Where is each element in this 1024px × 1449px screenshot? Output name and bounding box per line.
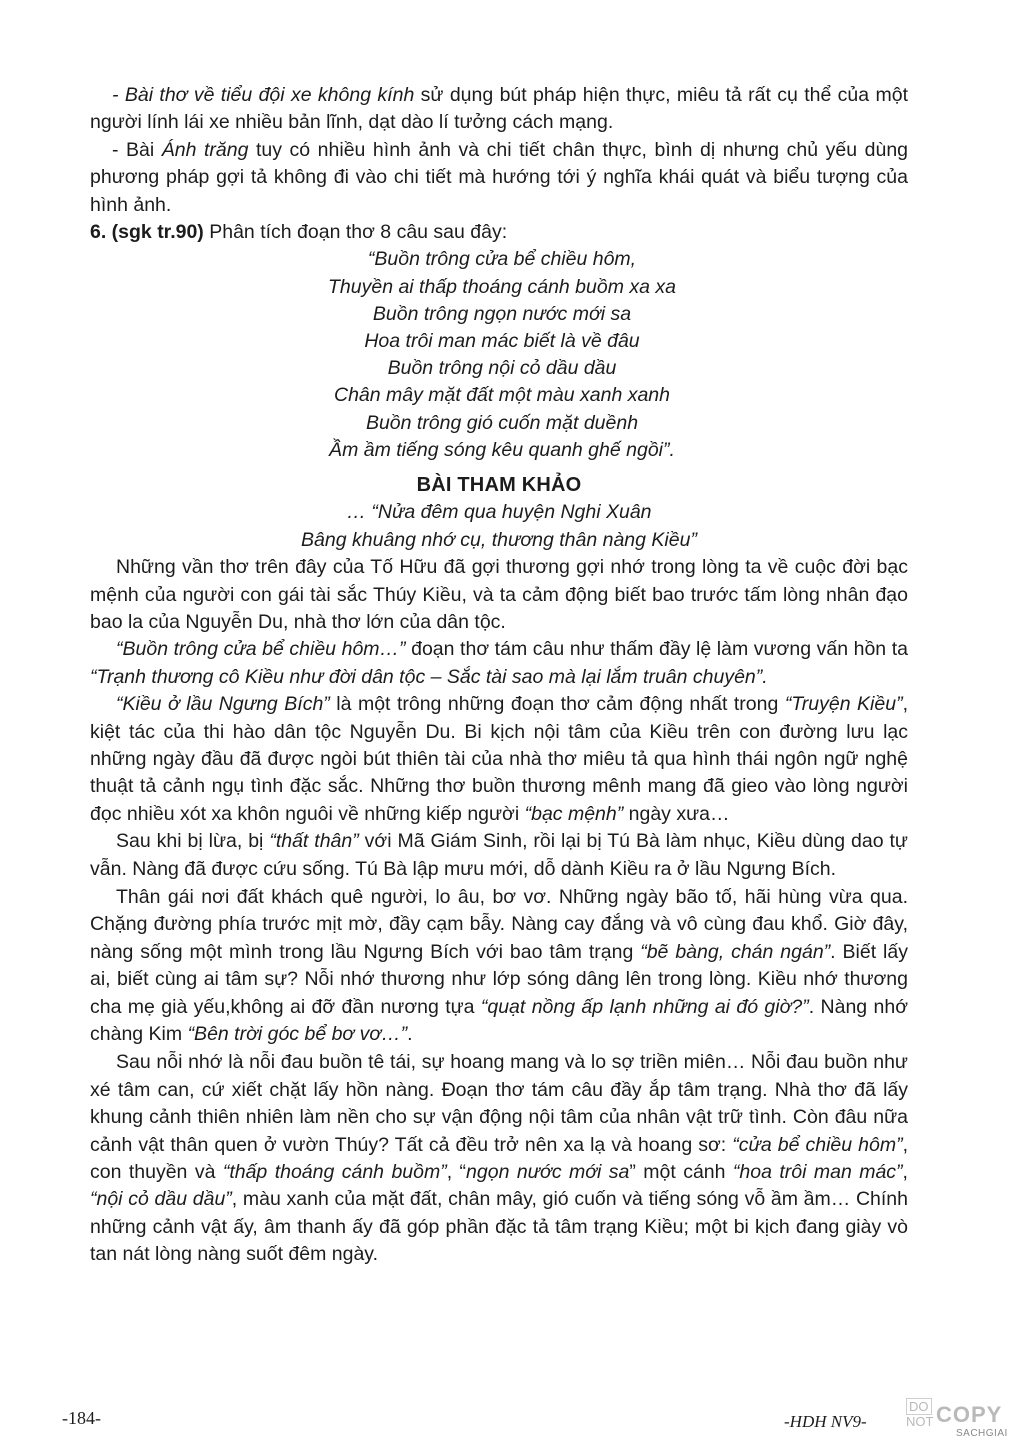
- text-span: Thân gái nơi đất khách quê người, lo âu, bơ vơ. Những ngày bão tố, hãi hùng vừa qua. Chặng đường phía trước mịt mờ, đầy cạm bẫy. Nàng cay đắng và vô cùng đau khổ. Giờ đây, nàng sống một mình trong lầu Ngưng Bích với bao tâm trạng: [90, 886, 908, 963]
- poem-line: Thuyền ai thấp thoáng cánh buồm xa xa: [328, 275, 676, 298]
- text-span: ngọn nước mới sa: [466, 1161, 630, 1184]
- text-span: , con thuyền và: [90, 1133, 908, 1184]
- text-span: là một trông những đoạn thơ cảm động nhất trong: [329, 693, 785, 716]
- text-span: “Bên trời góc bể bơ vơ…”: [187, 1023, 408, 1046]
- text-span: ngày xưa…: [623, 802, 730, 825]
- poem-line: Buồn trông ngọn nước mới sa: [372, 302, 632, 325]
- text-span: tuy có nhiều hình ảnh và chi tiết chân thực, bình dị nhưng chủ yếu dùng phương pháp gợi tả không đi vào chi tiết mà hướng tới ý nghĩa khái quát và biểu tượng của hình ảnh.: [90, 138, 909, 216]
- text-span: , màu xanh của mặt đất, chân mây, gió cuốn và tiếng sóng vỗ ầm ầm… Chính những cảnh vật ấy, âm thanh ấy đã góp phần đặc tả tâm trạng Kiều; một bi kịch đang giày vò tan nát lòng nàng suốt đêm ngày.: [90, 1188, 908, 1266]
- poem-block: [90, 246, 908, 464]
- epigraph-line: … “Nửa đêm qua huyện Nghi Xuân: [346, 501, 652, 524]
- text-span: , kiệt tác của thi hào dân tộc Nguyễn Du. Bi kịch nội tâm của Kiều trên con đường lưu lạc những ngày đầu đã được ngòi bút thiên tài của nhà thơ miêu tả qua hình thái ngôn ngữ nghệ thuật tả cảnh ngụ tình đặc sắc. Những thơ buồn thương mênh mang đã gieo vào lòng người đọc nhiều xót xa khôn nguôi về những kiếp người: [90, 693, 908, 825]
- text-span: “nội cỏ dầu dầu”: [90, 1188, 232, 1211]
- paragraph-sau-noi-nho: [90, 1049, 908, 1268]
- text-span: “quạt nồng ấp lạnh những ai đó giờ?”: [480, 995, 809, 1018]
- text-span: đoạn thơ tám câu như thấm đầy lệ làm vương vấn hồn ta: [405, 638, 908, 661]
- watermark-stamp: [906, 1398, 1018, 1444]
- section-heading: BÀI THAM KHẢO: [416, 473, 582, 496]
- text-span: “Kiều ở lầu Ngưng Bích”: [116, 693, 330, 716]
- text-span: “Trạnh thương cô Kiều như đời dân tộc – Sắc tài sao mà lại lắm truân chuyên”.: [90, 665, 768, 688]
- paragraph-anh-trang: [90, 137, 908, 219]
- text-span: - Bài thơ về tiểu đội xe không kính: [112, 84, 415, 106]
- paragraph-tieu-doi: [90, 82, 908, 137]
- page-content: [90, 82, 908, 1269]
- poem-line: Chân mây mặt đất một màu xanh xanh: [333, 384, 670, 407]
- text-span: với Mã Giám Sinh, rồi lại bị Tú Bà làm nhục, Kiều dùng dao tự vẫn. Nàng đã được cứu sống. Tú Bà lập mưu mới, dỗ dành Kiều ra ở lầu Ngưng Bích.: [90, 830, 908, 880]
- paragraph-sau-khi: [90, 828, 908, 883]
- question-label: 6. (sgk tr.90): [90, 221, 204, 244]
- text-span: “thất thân”: [269, 830, 359, 853]
- question-6: [90, 219, 908, 246]
- stamp-copy: COPY: [936, 1402, 1003, 1427]
- epigraph: [90, 499, 908, 554]
- text-span: Ánh trăng: [161, 138, 249, 161]
- poem-line: Ầm ầm tiếng sóng kêu quanh ghế ngồi”.: [329, 438, 675, 461]
- text-span: . Nàng nhớ chàng Kim: [90, 995, 908, 1046]
- text-span: “Truyện Kiều”: [784, 693, 903, 716]
- paragraph-intro: Những vần thơ trên đây của Tố Hữu đã gợi thương gợi nhớ trong lòng ta về cuộc đời bạc mệnh của người con gái tài sắc Thúy Kiều, và ta cảm động biết bao trước tấm lòng nhân đạo bao la của Nguyễn Du, nhà thơ lớn của dân tộc.: [90, 556, 908, 633]
- page-number: -184-: [62, 1408, 101, 1428]
- text-span: “bẽ bàng, chán ngán”: [640, 940, 831, 963]
- text-span: , “: [446, 1161, 467, 1184]
- text-span: .: [407, 1023, 413, 1046]
- poem-line: “Buồn trông cửa bể chiều hôm,: [367, 248, 637, 271]
- text-span: Sau khi bị lừa, bị: [116, 830, 270, 853]
- stamp-brand: SACHGIAI: [956, 1428, 1008, 1439]
- question-text: Phân tích đoạn thơ 8 câu sau đây:: [203, 221, 508, 244]
- stamp-not: NOT: [906, 1414, 934, 1429]
- poem-line: Hoa trôi man mác biết là về đâu: [364, 330, 640, 352]
- poem-line: Buồn trông nội cỏ dầu dầu: [387, 357, 617, 380]
- stamp-do: DO: [906, 1398, 932, 1415]
- text-span: ” một cánh: [629, 1161, 733, 1184]
- text-span: “Buồn trông cửa bể chiều hôm…”: [116, 638, 406, 661]
- text-span: “hoa trôi man mác”: [732, 1161, 903, 1184]
- text-span: “cửa bể chiều hôm”: [732, 1133, 903, 1156]
- text-span: - Bài: [112, 138, 162, 161]
- book-code: -HDH NV9-: [784, 1412, 867, 1431]
- text-span: “bạc mệnh”: [524, 802, 624, 825]
- text-span: Sau nỗi nhớ là nỗi đau buồn tê tái, sự hoang mang và lo sợ triền miên… Nỗi đau buồn như xé tâm can, cứ xiết chặt lấy hồn nàng. Đoạn thơ tám câu đầy ắp tâm trạng. Nhà thơ đã lấy khung cảnh thiên nhiên làm nền cho sự vận động nội tâm của nhân vật trữ tình. Còn đâu nữa cảnh vật thân quen ở vườn Thúy? Tất cả đều trở nên xa lạ và hoang sơ:: [90, 1051, 908, 1156]
- paragraph-than-gai: [90, 884, 908, 1048]
- paragraph-lau-ngung-bich: [90, 691, 908, 828]
- text-span: . Biết lấy ai, biết cùng ai tâm sự? Nỗi nhớ thương như lớp sóng dâng lên trong lòng. Kiều nhớ thương cha mẹ già yếu,không ai đỡ đần nương tựa: [90, 940, 908, 1018]
- text-span: “thấp thoáng cánh buồm”: [222, 1161, 447, 1184]
- poem-line: Buồn trông gió cuốn mặt duềnh: [365, 411, 639, 434]
- text-span: ,: [902, 1161, 908, 1184]
- paragraph-buon-trong: [90, 636, 908, 691]
- epigraph-line: Bâng khuâng nhớ cụ, thương thân nàng Kiều”: [301, 528, 697, 551]
- text-span: sử dụng bút pháp hiện thực, miêu tả rất cụ thể của một người lính lái xe nhiều bản lĩnh, dạt dào lí tưởng cách mạng.: [90, 84, 908, 134]
